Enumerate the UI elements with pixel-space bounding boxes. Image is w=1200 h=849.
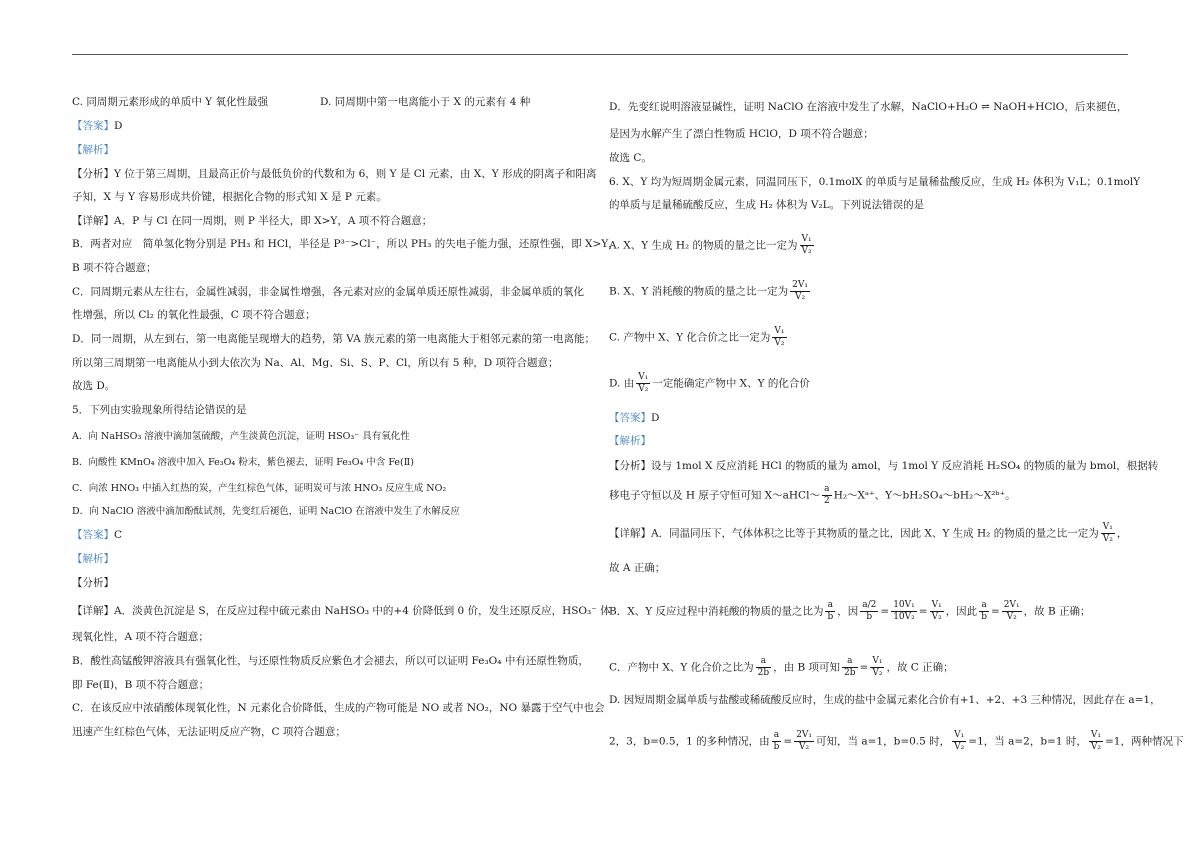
answer-line (609, 411, 1129, 425)
equals: = (990, 605, 1000, 618)
text-line (609, 600, 1129, 623)
q6-option-b (609, 280, 1129, 303)
denominator: b (866, 612, 873, 622)
text-segment: ，因 (837, 605, 859, 618)
numerator: a (979, 600, 989, 612)
text-line: 【分析】Y 位于第三周期，且最高正价与最低负价的代数和为 6，则 Y 是 Cl 元素，由 X、Y 形成的阴离子和阳离 (72, 168, 597, 180)
denominator: 2b (757, 668, 770, 678)
text-line: 所以第三周期第一电离能从小到大依次为 Na、Al、Mg、Si、S、P、Cl，所以有 5 种，D 项符合题意； (72, 357, 559, 369)
text-segment: ，由 B 项可知 (773, 661, 841, 674)
denominator: V₂ (931, 612, 942, 622)
text-line: B．酸性高锰酸钾溶液具有强氧化性，与还原性物质反应紫色才会褪去，所以可以证明 Fe₃O₄ 中有还原性物质， (72, 655, 589, 667)
text-segment: B．X、Y 反应过程中消耗酸的物质的量之比为 (609, 605, 824, 618)
fraction (1002, 600, 1022, 623)
text-line: 的单质与足量稀硫酸反应，生成 H₂ 体积为 V₂L。下列说法错误的是 (609, 199, 925, 211)
text-line: 现氧化性，A 项不符合题意； (72, 631, 209, 643)
text-line: 是因为水解产生了漂白性物质 HClO，D 项不符合题意； (609, 128, 874, 140)
denominator: V₂ (1006, 612, 1017, 622)
equals: = (783, 735, 793, 748)
q6-option-d-label: D. 由 (609, 377, 635, 390)
option-c: C. 同周期元素形成的单质中 Y 氧化性最强 (72, 96, 268, 108)
q5-option-a: A．向 NaHSO₃ 溶液中滴加氢硫酸，产生淡黄色沉淀，证明 HSO₃⁻ 具有氧化性 (72, 431, 410, 442)
fraction (1089, 730, 1103, 753)
numerator: 2V₁ (792, 280, 808, 290)
denominator: b (773, 742, 780, 752)
q5-option-d: D．向 NaClO 溶液中滴加酚酞试剂，先变红后褪色，证明 NaClO 在溶液中发生了水解反应 (72, 506, 460, 517)
q6-option-a (609, 234, 1129, 257)
q6-option-d (609, 372, 1129, 395)
q6-option-c (609, 326, 1129, 349)
text-line (609, 730, 1184, 753)
text-line: C．同周期元素从左往右，金属性减弱，非金属性增强，各元素对应的金属单质还原性减弱，非金属单质的氧化 (72, 286, 585, 298)
numerator: V₁ (774, 326, 785, 336)
fraction (772, 326, 786, 349)
text-line: 【分析】设与 1mol X 反应消耗 HCl 的物质的量为 amol，与 1mol Y 反应消耗 H₂SO₄ 的物质的量为 bmol，根据转 (609, 460, 1159, 472)
numerator: a (822, 484, 832, 496)
fraction (790, 280, 810, 303)
denominator: V₂ (638, 384, 649, 394)
fraction (756, 656, 772, 679)
numerator: V₁ (931, 600, 942, 610)
numerator: a/2 (862, 600, 877, 610)
fraction (825, 600, 835, 623)
text-segment: H₂～Xᵃ⁺、Y～bH₂SO₄～bH₂～X²ᵇ⁺。 (833, 489, 1016, 502)
numerator: V₁ (954, 730, 965, 740)
denominator: V₂ (1090, 742, 1101, 752)
denominator: 2 (823, 496, 830, 506)
fraction (800, 234, 814, 257)
numerator: V₁ (801, 234, 812, 244)
denominator: 2b (844, 668, 856, 678)
fraction (979, 600, 989, 623)
text-line: 性增强，所以 Cl₂ 的氧化性最强，C 项不符合题意； (72, 309, 316, 321)
analysis-tag: 【解析】 (72, 553, 114, 565)
text-segment: 移电子守恒以及 H 原子守恒可知 X～aHCl～ (609, 489, 820, 502)
option-c-line (72, 95, 597, 109)
text-segment: =1，当 a=2，b=1 时， (968, 735, 1087, 748)
fraction (794, 730, 814, 753)
text-line: 子知，X 与 Y 容易形成共价键，根据化合物的形式知 X 是 P 元素。 (72, 191, 387, 203)
denominator: V₂ (954, 742, 965, 752)
denominator: V₂ (799, 742, 810, 752)
text-segment: C．产物中 X、Y 化合价之比为 (609, 661, 754, 674)
text-line: D．先变红说明溶液显碱性，证明 NaClO 在溶液中发生了水解，NaClO+H₂O ⇌ NaOH+HClO，后来褪色， (609, 101, 1128, 113)
nested-den: 2 (870, 600, 877, 610)
fraction (952, 730, 966, 753)
q6-option-a-text: A. X、Y 生成 H₂ 的物质的量之比一定为 (609, 239, 798, 252)
answer-value: C (114, 529, 123, 541)
nested-num: a (862, 600, 868, 610)
question-6: 6. X、Y 均为短周期金属元素，同温同压下，0.1molX 的单质与足量稀盐酸反应，生成 H₂ 体积为 V₁L；0.1molY (609, 176, 1141, 188)
denominator: V₂ (795, 292, 806, 302)
answer-tag: 【答案】 (72, 120, 114, 132)
text-line (609, 484, 1129, 507)
text-line: B 项不符合题意； (72, 262, 157, 274)
text-segment: =1，两种情况下 (1104, 735, 1184, 748)
answer-value: D (114, 120, 123, 132)
denominator: b (981, 612, 987, 622)
header-rule (72, 54, 1128, 55)
text-line: 故 A 正确； (609, 562, 666, 574)
denominator: V₂ (872, 668, 883, 678)
option-d: D. 同周期中第一电离能小于 X 的元素有 4 种 (320, 96, 531, 108)
text-segment: ，因此 (945, 605, 978, 618)
numerator: a (756, 656, 772, 668)
fraction (870, 656, 884, 679)
denominator: V₂ (1102, 534, 1113, 544)
text-line: 即 Fe(Ⅱ)，B 项不符合题意； (72, 679, 210, 691)
numerator: a (772, 730, 782, 742)
text-segment: 2，3，b=0.5，1 的多种情况，由 (609, 735, 770, 748)
numerator: a (842, 656, 858, 668)
text-segment: ，故 C 正确； (886, 661, 954, 674)
equals: = (859, 661, 869, 674)
fraction (636, 372, 650, 395)
text-line: 【详解】A．P 与 Cl 在同一周期，则 P 半径大，即 X>Y，A 项不符合题意； (72, 215, 433, 227)
fraction (1101, 522, 1115, 545)
fraction (860, 600, 878, 623)
numerator: 10V₁ (893, 600, 915, 610)
text-line: 【分析】 (72, 577, 114, 589)
text-segment: 可知，当 a=1，b=0.5 时， (816, 735, 951, 748)
numerator: V₁ (1090, 730, 1101, 740)
text-line (609, 656, 1129, 679)
numerator: a (825, 600, 835, 612)
fraction (822, 484, 832, 507)
equals: = (918, 605, 928, 618)
text-segment: 【详解】A．同温同压下，气体体积之比等于其物质的量之比，因此 X、Y 生成 H₂ 的物质的量之比一定为 (609, 527, 1099, 540)
q6-option-d-text: 一定能确定产物中 X、Y 的化合价 (652, 377, 810, 390)
analysis-tag: 【解析】 (72, 144, 114, 156)
denominator: 10V₂ (893, 612, 915, 622)
fraction (930, 600, 944, 623)
q5-option-b: B．向酸性 KMnO₄ 溶液中加入 Fe₃O₄ 粉末，紫色褪去，证明 Fe₃O₄ 中含 Fe(Ⅱ) (72, 457, 414, 468)
answer-value: D (651, 412, 660, 424)
q5-option-c: C．向浓 HNO₃ 中插入红热的炭，产生红棕色气体，证明炭可与浓 HNO₃ 反应生成 NO₂ (72, 483, 447, 494)
denominator: V₂ (774, 338, 785, 348)
answer-line (72, 119, 597, 133)
numerator: 2V₁ (1003, 600, 1020, 610)
denominator: b (827, 612, 834, 622)
fraction (772, 730, 782, 753)
answer-tag: 【答案】 (72, 529, 114, 541)
text-segment: ，故 B 正确； (1023, 605, 1091, 618)
question-5: 5．下列由实验现象所得结论错误的是 (72, 404, 247, 416)
text-line: D．同一周期，从左到右，第一电离能呈现增大的趋势，第 VA 族元素的第一电离能大于相邻元素的第一电离能； (72, 333, 596, 345)
fraction (891, 600, 917, 623)
numerator: V₁ (1102, 522, 1113, 532)
analysis-tag: 【解析】 (609, 435, 651, 447)
numerator: V₁ (872, 656, 883, 666)
numerator: V₁ (638, 372, 649, 382)
answer-tag: 【答案】 (609, 412, 651, 424)
denominator: V₂ (801, 246, 812, 256)
text-line: 故选 D。 (72, 380, 116, 392)
text-line: 迅速产生红棕色气体，无法证明反应产物，C 项符合题意； (72, 726, 346, 738)
answer-line (72, 528, 597, 542)
q6-option-b-text: B. X、Y 消耗酸的物质的量之比一定为 (609, 285, 789, 298)
numerator: 2V₁ (796, 730, 813, 740)
text-line: 故选 C。 (609, 152, 652, 164)
text-line: 【详解】A．同温同压下，气体体积之比等于其物质的量之比，因此 X、Y 生成 H₂ 的物质的量之比一定为 $\frac{\text{V₁}}{\text{V₂}}$ ， (609, 522, 1128, 544)
text-line: 【详解】A．淡黄色沉淀是 S，在反应过程中硫元素由 NaHSO₃ 中的+4 价降低到 0 价，发生还原反应，HSO₃⁻ 体 (72, 605, 611, 617)
equals: = (880, 605, 890, 618)
text-line: D. 因短周期金属单质与盐酸或稀硫酸反应时，生成的盐中金属元素化合价有+1、+2、+3 三种情况，因此存在 a=1， (609, 694, 1161, 706)
text-line: C．在该反应中浓硝酸体现氧化性，N 元素化合价降低，生成的产物可能是 NO 或者 NO₂，NO 暴露于空气中也会 (72, 702, 605, 714)
fraction (842, 656, 858, 679)
q6-option-c-text: C. 产物中 X、Y 化合价之比一定为 (609, 331, 771, 344)
text-line: B．两者对应 简单氢化物分别是 PH₃ 和 HCl，半径是 P³⁻>Cl⁻，所以 PH₃ 的失电子能力强，还原性强，即 X>Y， (72, 238, 619, 250)
